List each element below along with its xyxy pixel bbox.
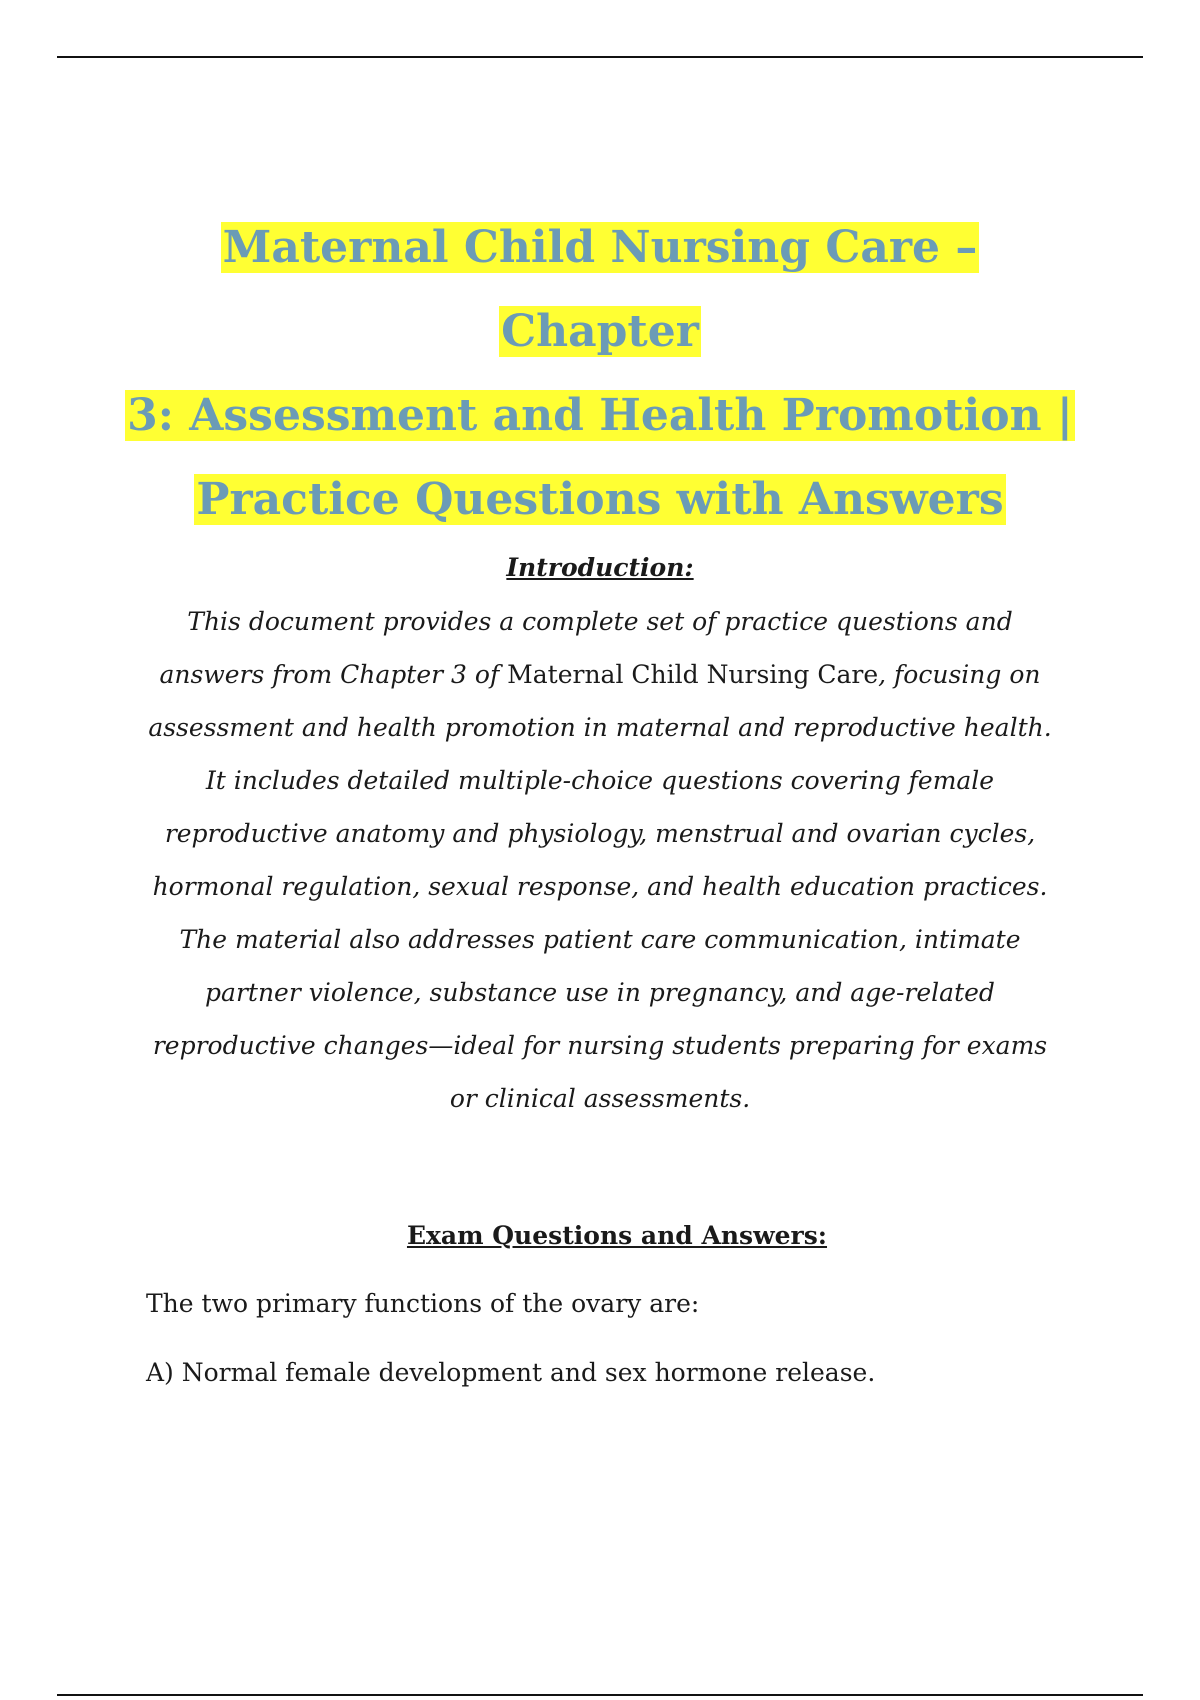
exam-heading: Exam Questions and Answers: — [406, 1221, 828, 1250]
top-rule — [57, 56, 1143, 58]
intro-text-part-1: This document provides a complete set of practice questions and answers from Chapter 3 of — [159, 607, 1013, 689]
intro-text-part-2: , focusing on assessment and health promotion in maternal and reproductive health. It includes detailed multiple-choice questions covering female reproductive anatomy and physiology, menstrual and ovarian cycles, hormonal regulation, sexual response, and health education practices. The material also addresses patient care communication, intimate partner violence, substance use in pregnancy, and age-related reproductive changes—ideal for nursing students preparing for exams or clinical assessments. — [148, 660, 1052, 1113]
title-line-3: Practice Questions with Answers — [196, 474, 1004, 525]
question-text: The two primary functions of the ovary are: — [146, 1289, 700, 1318]
introduction-heading: Introduction: — [506, 553, 694, 582]
title-line-2: 3: Assessment and Health Promotion | — [127, 390, 1073, 441]
bottom-rule — [57, 1694, 1143, 1696]
introduction-paragraph — [140, 595, 1060, 1125]
title-line-1: Maternal Child Nursing Care – Chapter — [222, 222, 978, 357]
book-title: Maternal Child Nursing Care — [507, 660, 879, 689]
document-title — [120, 206, 1080, 542]
answer-option-a: A) Normal female development and sex hormone release. — [146, 1358, 876, 1387]
